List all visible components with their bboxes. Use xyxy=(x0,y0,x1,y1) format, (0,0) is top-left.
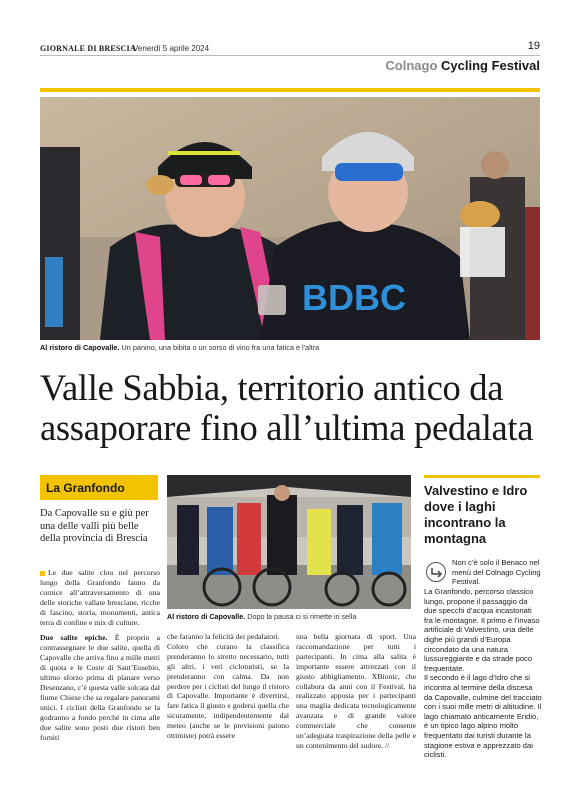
middle-col2-paragraph: una bella giornata di sport. Una raccomandazione per tutti i partecipanti. In cima alla salita è importante essere attrezzati con il giusto abbigliamento. XBionic, che collabora da anni con il Festival, ha realizzato apposta per i partecipanti una maglia dedicata tecnologicamente avanzata e di grande valore commerciale che consente un’adeguata traspirazione della pelle e un contenimento del sudore. // xyxy=(296,632,416,750)
middle-column-2 xyxy=(296,632,416,751)
second-caption-text: Dopo la pausa ci si rimette in sella xyxy=(247,612,357,621)
left-column-body xyxy=(40,568,160,748)
left-paragraph-1 xyxy=(40,568,160,627)
sidebar-paragraph-2: Il secondo è il lago d’Idro che si incontra al termine della discesa da Capovalle, culmine del tracciato con i suoi mille metri di altitudine. Il lago chiamato anticamente Eridio, è un tipico lago alpino molto frequentato dai turisti durante la stagione estiva e apprezzato dai ciclisti. xyxy=(424,673,542,760)
second-caption-lead: Al ristoro di Capovalle. xyxy=(167,612,246,621)
newspaper-name: GIORNALE DI BRESCIA xyxy=(40,44,136,53)
left-paragraph-2-text: È proprio a contrassegnare le due salite, quella di Capovalle che arriva fino a mille metri di quota e le Coste di Sant’Eusebio, ultimo sforzo prima di planare verso Desenzano, c’è questa valle solcata dal fiume Chiese che sa regalare panorami unici. I ciclisti della Granfondo se la godranno a fondo perché in cima alle due salite sono posti due ristori ben forniti xyxy=(40,633,160,742)
headline-line-2: assaporare fino all’ultima pedalata xyxy=(40,407,534,448)
main-photo xyxy=(40,97,540,340)
issue-date: Venerdì 5 aprile 2024 xyxy=(133,44,210,53)
jersey-text: BDBC xyxy=(302,277,406,318)
page-number: 19 xyxy=(527,40,540,52)
middle-col1-paragraph-a: che faranno la felicità dei pedalatori. xyxy=(167,632,280,641)
middle-col1-paragraph-b: Coloro che curano la classifica prenderanno lo stretto necessario, tutti gli altri, i veri cicloturisti, se la prenderanno con calma. Da non perdere per i ciclisti del lungo il ristoro di Capovalle. Importante è divertirsi, fare fatica il giusto e godersi quella che sicuramente, indipendentemente dal meteo (anche se le previsioni paiono ottimiste) potrà essere xyxy=(167,641,289,741)
headline-line-1: Valle Sabbia, territorio antico da xyxy=(40,367,504,408)
left-paragraph-2-lead: Due salite epiche. xyxy=(40,633,108,643)
left-paragraph-2 xyxy=(40,633,160,742)
ristoro-photo-illustration xyxy=(167,475,411,609)
main-photo-caption xyxy=(40,343,540,352)
square-bullet-icon xyxy=(40,571,45,576)
middle-column-1 xyxy=(167,632,289,741)
headline xyxy=(40,368,550,448)
sidebar-body xyxy=(424,587,542,760)
sidebar-accent-bar xyxy=(424,475,540,478)
section-title xyxy=(385,58,540,73)
left-paragraph-1-text: Le due salite clou nel percorso lungo della Granfondo fanno da cornice all’attraversamento di una delle storiche vallate bresciane, ricche di fascino, storia, monumenti, antica terra di confine e mix di culture. xyxy=(40,568,160,627)
section-brand: Colnago xyxy=(385,58,438,73)
granfondo-tag: La Granfondo xyxy=(46,481,125,495)
subheadline: Da Capovalle su e giù per una delle valli più belle della provincia di Brescia xyxy=(40,508,149,544)
route-arrow-icon xyxy=(426,562,446,582)
cyclists-photo-illustration xyxy=(40,97,540,340)
main-caption-text: Un panino, una bibita o un sorso di vino fra una fatica e l'altra xyxy=(121,343,320,352)
second-photo xyxy=(167,475,411,609)
accent-bar xyxy=(40,88,540,92)
second-photo-caption xyxy=(167,612,417,621)
sidebar-paragraph-1: La Granfondo, percorso classico lungo, propone il passaggio da due specchi d’acqua incastonati fra le montagne. Il primo è l’invaso artificiale di Valvestino, una delle dighe più grandi d’Europa circondato da una natura lussureggiante e da strade poco frequentate. xyxy=(424,587,540,673)
main-caption-lead: Al ristoro di Capovalle. xyxy=(40,343,120,352)
sidebar-title: Valvestino e Idro dove i laghi incontrano la montagna xyxy=(424,483,528,546)
header-rule xyxy=(40,55,540,56)
section-name: Cycling Festival xyxy=(441,58,540,73)
sidebar-intro: Non c’è solo il Benaco nel menù del Colnago Cycling Festival. xyxy=(452,558,541,587)
